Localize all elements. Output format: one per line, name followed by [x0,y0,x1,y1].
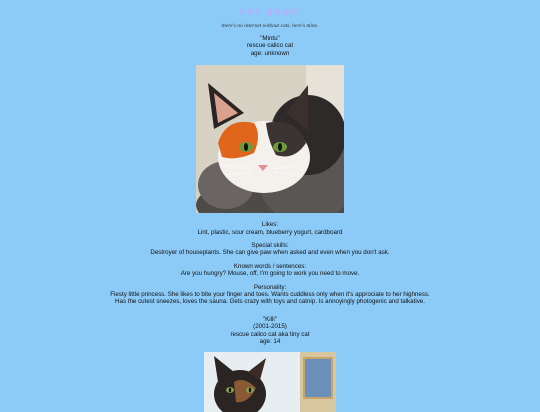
cat-name: "Mintu" [260,35,280,42]
tortoiseshell-cat-illustration [204,352,336,412]
personality-text-2: Has the cutest sneezes, loves the sauna. Gets crazy with toys and catnip. Is annoyingly photogenic and talkative. [115,298,425,306]
calico-cat-photo [196,65,344,213]
cat-description: rescue calico cat [246,42,294,50]
cat-years: (2001-2015) [253,323,287,331]
cat-profile-mintu [0,35,540,306]
skills-text: Destroyer of houseplants. She can give paw when asked and even when you don't ask. [150,249,390,257]
tagline: there's no internet without cats. here's mine. [221,23,319,29]
personality-label: Personality: [253,283,287,291]
personality-text-1: Fiesty little princess. She likes to bite your finger and toes. Wants cuddless only when it's approciate to her highness. [110,291,430,299]
likes-text: Lint, plastic, sour cream, blueberry yogurt, cardboard [197,228,343,236]
skills-label: Special skills: [251,242,289,250]
calico-cat-illustration [196,65,344,213]
cat-name: "Killi" [262,315,278,323]
cat-profile-killi [0,316,540,412]
cat-age: age: unknown [250,49,290,57]
known-words-text: Are you hungry? Mouse, off, I'm going to work you need to move. [180,270,360,278]
tortoiseshell-cat-photo [204,352,336,412]
known-words-label: Known words / sentences: [233,262,307,270]
cat-age: age: 14 [259,338,281,346]
likes-label: Likes: [261,221,279,229]
page-title: cat page [239,6,301,16]
cat-description: rescue calico cat aka tiny cat [230,330,310,338]
